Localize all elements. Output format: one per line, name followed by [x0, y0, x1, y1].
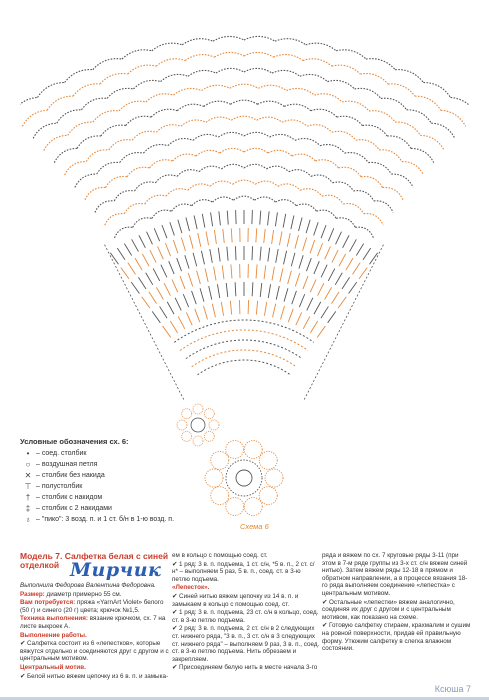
center-paragraph: ✔ Белой нитью вяжем цепочку из 6 в. п. и замыка-: [20, 672, 169, 680]
slip-stitch-icon: •: [26, 449, 30, 458]
paragraph: ✔ Готовую салфетку стираем, крахмалим и сушим на ровной поверхности, придав ей правильную форму. Утюжим салфетку в слегка влажном состоянии.: [322, 622, 471, 653]
single-crochet-icon: ✕: [24, 471, 32, 480]
size-paragraph: Размер: диаметр примерно 55 см.: [20, 590, 122, 598]
paragraph: ✔ Остальные «лепестки» вяжем аналогично, соединяя их друг с другом и с центральным мотивом, как показано на схеме.: [322, 598, 455, 621]
half-double-icon: ⊤: [24, 482, 32, 491]
page-footer: Ксюша 7: [434, 684, 471, 694]
legend-item: ⊤ – полустолбик: [20, 481, 180, 492]
legend-item: ♁ – "пико": 3 возд. п. и 1 ст. б/н в 1-ю возд. п.: [20, 514, 180, 525]
column-1: [20, 552, 170, 681]
legend-item: ✕ – столбик без накида: [20, 470, 180, 481]
schema-label: Схема 6: [240, 522, 269, 531]
author: Выполнила Федорова Валентина Федоровна.: [20, 582, 156, 589]
materials-paragraph: Вам потребуется: пряжа «YarnArt Violet» белого (50 г) и синего (20 г) цвета; крючок №1,5.: [20, 599, 164, 614]
treble-crochet-icon: ‡: [25, 504, 31, 513]
legend-header: Условные обозначения сх. 6:: [20, 437, 129, 446]
column-3: [322, 552, 472, 654]
model-title: Модель 7. Салфетка белая с синей отделкой: [20, 551, 169, 570]
work-paragraph: ✔ Салфетка состоит из 6 «лепестков», которые вяжутся отдельно и соединяются друг с другом и с центральным мотивом.: [20, 640, 169, 663]
paragraph: ряда и вяжем по сх. 7 круговые ряды 3-11 (при этом в 7-м ряде группы из 3-х ст. с/н вяжем синей нитью). Затем вяжем ряды 12-18 в прямом и обратном направлении, а в процессе вязания 18-го ряда выполняем соединение «лепестка» с центральным мотивом.: [322, 552, 468, 597]
legend-item: ‡ – столбик с 2 накидами: [20, 503, 180, 514]
chain-stitch-icon: ○: [25, 460, 31, 469]
legend: [20, 436, 180, 525]
double-crochet-icon: †: [25, 493, 31, 502]
center-heading: Центральный мотив.: [20, 663, 86, 671]
paragraph: ✔ 1 ряд: 3 в. п. подъема, 1 ст. с/н, *5 в. п., 2 ст. с/н* – выполняем 5 раз, 5 в. п., соед. ст. в 3-ю петлю подъема.: [172, 560, 315, 583]
picot-icon: ♁: [25, 515, 31, 524]
paragraph: ✔ Синей нитью вяжем цепочку из 14 в. п. и замыкаем в кольцо с помощью соед. ст.: [172, 592, 299, 608]
paragraph: ✔ Присоединяем белую нить в месте начала 3-го: [172, 664, 318, 672]
paragraph: ✔ 1 ряд: 3 в. п. подъема, 23 ст. с/н в кольцо, соед. ст. в 3-ю петлю подъема.: [172, 609, 319, 624]
paragraph: ем в кольцо с помощью соед. ст.: [172, 552, 268, 559]
paragraph: ✔ 2 ряд: 3 в. п. подъема, 2 ст. с/н в 2 следующих ст. нижнего ряда, "3 в. п., 3 ст. с/н в 3 следующих ст. нижнего ряда" – выполняем 9 раз, 3 в. п., соед. ст. в 3-ю петлю подъема. Нить обрезаем и закрепляем.: [172, 625, 320, 663]
column-2: [172, 552, 320, 673]
petal-heading: «Лепесток».: [172, 584, 210, 592]
legend-item: • – соед. столбик: [20, 448, 180, 459]
technique-paragraph: Техника выполнения: вязание крючком, сх. 7 на листе выкроек А.: [20, 615, 166, 630]
legend-item: ○ – воздушная петля: [20, 459, 180, 470]
logo-signature: Мирчик: [70, 559, 162, 581]
instructions: [20, 552, 472, 692]
top-strip: [0, 0, 489, 8]
work-heading: Выполнение работы.: [20, 631, 87, 639]
legend-item: † – столбик с накидом: [20, 492, 180, 503]
